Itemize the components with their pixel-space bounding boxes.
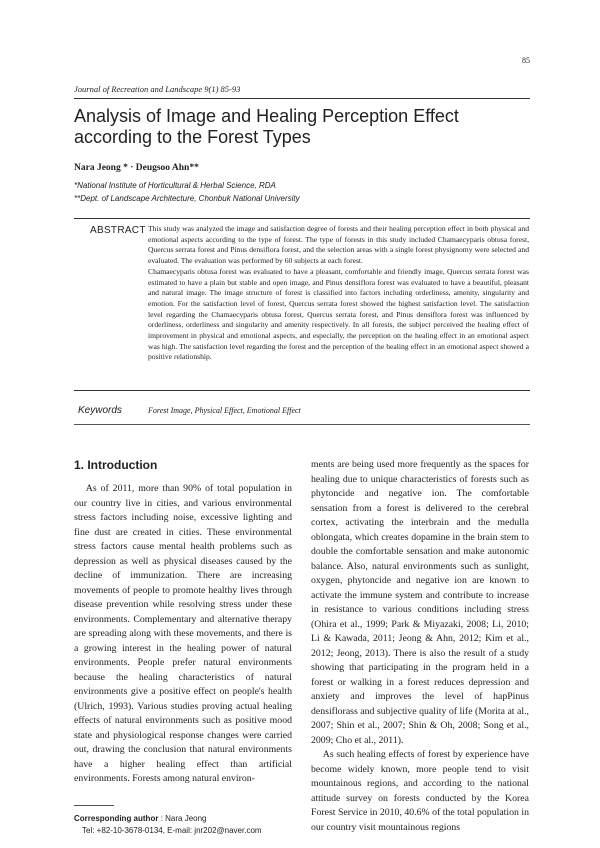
body-paragraph: As such healing effects of forest by experience have become widely known, more people tend to visit mountainous regions, and according to the national attitude survey on forests conducted by the Korea Forest Service in 2010, 40.6% of the total population in our country visit mountainous regions [311, 749, 529, 833]
keywords-label: Keywords [78, 405, 122, 416]
section-title: 1. Introduction [74, 458, 158, 472]
corresponding-author [74, 814, 207, 823]
journal-citation: Journal of Recreation and Landscape 9(1) 85-93 [74, 84, 241, 94]
body-column-right [311, 458, 529, 835]
affiliation-2: **Dept. of Landscape Architecture, Chonbuk National University [74, 194, 300, 203]
abstract-body [148, 224, 529, 363]
page-number: 85 [522, 56, 530, 65]
corresponding-author-name: : Nara Jeong [160, 814, 207, 823]
authors: Nara Jeong * · Deugsoo Ahn** [74, 163, 199, 173]
paper-title: Analysis of Image and Healing Perception Effect according to the Forest Types [74, 106, 459, 147]
corresponding-author-label: Corresponding author [74, 814, 159, 823]
footnote-rule [74, 805, 114, 806]
abstract-label: ABSTRACT [90, 225, 146, 236]
header-rule [74, 98, 530, 99]
abstract-rule-bottom [74, 390, 530, 391]
affiliation-1: *National Institute of Horticultural & Herbal Science, RDA [74, 181, 276, 190]
abstract-rule-top [74, 218, 530, 219]
abstract-paragraph-2: Chamaecyparis obtusa forest was evaluated to have a pleasant, comfortable and friendly image, Quercus serrata forest was estimated to have a plain but stable and open image, and Pinus densiflora forest was evaluated to have a beautiful, pleasant and natural image. The image structure of forest is classified into factors including orderliness, amenity, singularity and emotion. For the satisfaction level of forest, Quercus serrata forest showed the highest satisfaction level. The satisfaction level regarding the Chamaecyparis obtusa forest, Quercus serrata forest, and Pinus densiflora forest was influenced by orderliness, orderliness and singularity and amenity respectively. In all forests, the subject perceived the healing effect of improvement in physical and emotional aspects, and especially, the perception on the healing effect in an emotional aspect was high. The satisfaction level regarding the forest and the perception of the healing effect in an emotional aspect showed a positive relationship. [148, 266, 529, 362]
body-paragraph: As of 2011, more than 90% of total population in our country live in cities, and various environmental stress factors including noise, excessive lighting and fine dust are created in cities. These environmental stress factors cause mental health problems such as depression as well as physical diseases caused by the decline of immunization. There are increasing movements of people to promote healthy lives through disease prevention while resolving stress under these environments. Complementary and alternative therapy are spreading along with these movements, and there is a growing interest in the healing power of natural environments. People prefer natural environments because the healing characteristics of natural environments give a positive effect on people's health (Ulrich, 1993). Various studies proving actual healing effects of natural environments such as positive mood state and physiological response changes were carried out, drawing the conclusion that natural environments have a higher healing effect than artificial environments. Forests among natural environ- [74, 483, 292, 784]
body-paragraph: ments are being used more frequently as the spaces for healing due to unique characteristics of forests such as phytoncide and negative ion. The comfortable sensation from a forest is delivered to the cerebral cortex, activating the interbrain and the medulla oblongata, which creates dopamine in the brain stem to double the comfortable sensation and make autonomic balance. Also, natural environments such as sunlight, oxygen, phytoncide and negative ion are known to activate the immune system and contribute to increase in resistance to various conditions including stress (Ohira et al., 1999; Park & Miyazaki, 2008; Li, 2010; Li & Kawada, 2011; Jeong & Ahn, 2012; Kim et al., 2012; Jeong, 2013). There is also the result of a study showing that participating in the program held in a forest or walking in a forest reduces depression and anxiety and improves the level of hapPinus densiflorass and subjective quality of life (Morita at al., 2007; Shin et al., 2007; Shin & Oh, 2008; Song et al., 2009; Cho et al., 2011). [311, 459, 529, 746]
abstract-paragraph-1: This study was analyzed the image and satisfaction degree of forests and their healing perception effect in both physical and emotional aspects according to the type of forest. The type of forests in this study included Chamaecyparis obtusa forest, Quercus serrata forest and Pinus densiflora forest, and the selection areas with a single forest physignomy were selected and evaluated. The evaluation was performed by 60 subjects at each forest. [148, 224, 529, 266]
body-column-left [74, 482, 292, 787]
author-contact: Tel: +82-10-3678-0134, E-mail: jnr202@naver.com [82, 826, 262, 835]
keywords-rule [74, 424, 530, 425]
keywords-text: Forest Image, Physical Effect, Emotional Effect [148, 406, 301, 415]
